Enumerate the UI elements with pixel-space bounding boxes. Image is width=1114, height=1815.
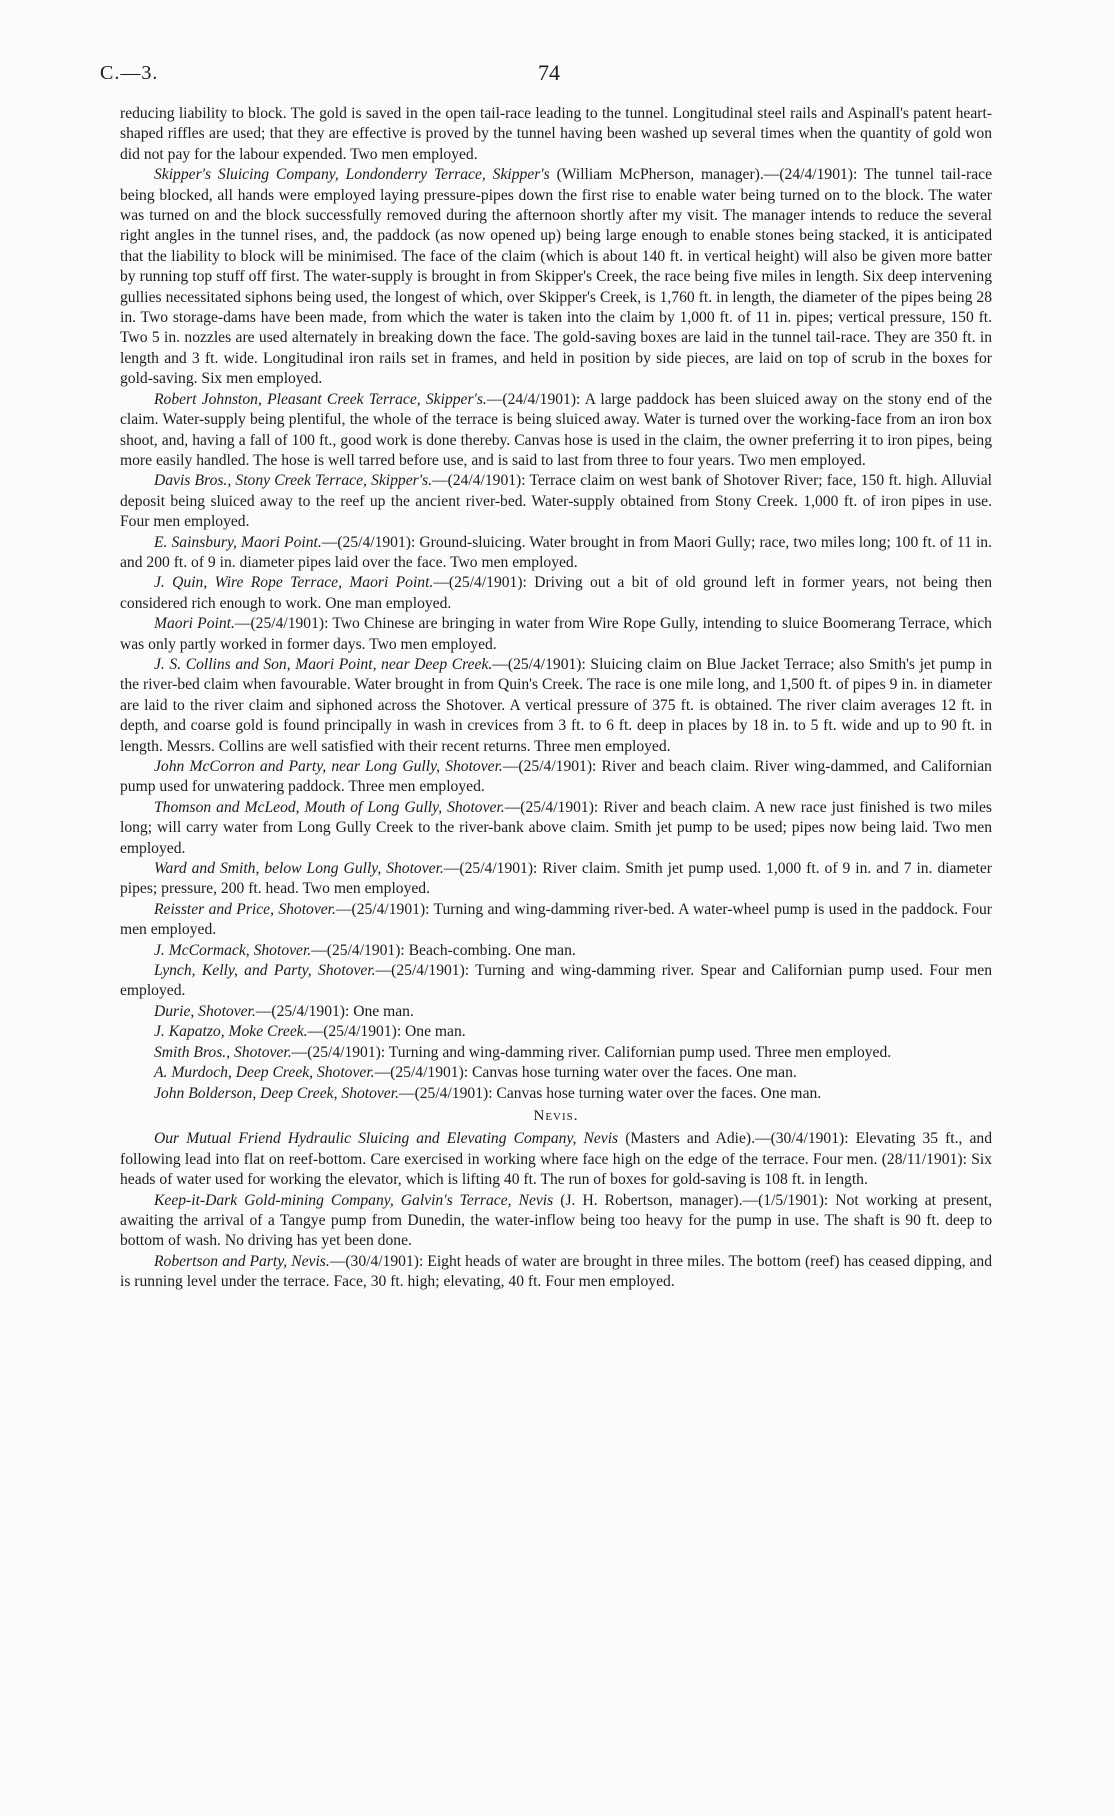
paragraph: J. McCormack, Shotover.—(25/4/1901): Beach-combing. One man. xyxy=(154,941,576,959)
claim-name: Our Mutual Friend Hydraulic Sluicing and Elevating Company, Nevis xyxy=(154,1130,619,1148)
claim-name: Reisster and Price, Shotover. xyxy=(154,900,336,918)
page-number: 74 xyxy=(538,60,560,85)
paragraph: Robert Johnston, Pleasant Creek Terrace, Skipper's.—(24/4/1901): A large paddock has been sluiced away on the stony end of the claim. Water-supply being plentiful, the whole of the terrace is being sluiced away. Water is turned over the working-face from an iron box shoot, and, having a fall of 100 ft., good work is done thereby. Canvas hose is used in the claim, the owner preferring it to iron pipes, being more easily handled. The hose is well tarred before use, and is said to last from three to four years. Two men employed. xyxy=(120,390,992,469)
claim-name: Durie, Shotover. xyxy=(154,1002,256,1020)
paragraph: J. Kapatzo, Moke Creek.—(25/4/1901): One man. xyxy=(154,1023,466,1041)
paragraph: John McCorron and Party, near Long Gully, Shotover.—(25/4/1901): River and beach claim. River wing-dammed, and Californian pump used for unwatering paddock. Three men employed. xyxy=(120,758,992,796)
paragraph: Our Mutual Friend Hydraulic Sluicing and Elevating Company, Nevis (Masters and Adie).—(30/4/1901): Elevating 35 ft., and following lead into flat on reef-bottom. Care exercised in working where face high on the edge of the terrace. Four men. (28/11/1901): Six heads of water used for working the elevator, which is lifting 40 ft. The run of boxes for gold-saving is 108 ft. in length. xyxy=(120,1130,993,1189)
claim-name: John McCorron and Party, near Long Gully, Shotover. xyxy=(154,758,503,775)
claim-name: Davis Bros., Stony Creek Terrace, Skipper's. xyxy=(154,472,433,490)
paragraph: Skipper's Sluicing Company, Londonderry Terrace, Skipper's (William McPherson, manager).—(24/4/1901): The tunnel tail-race being blocked, all hands were employed laying pressure-pipes down the first rise to enable water being turned on to the block. The water was turned on and the block successfully removed during the afternoon shortly after my visit. The manager intends to reduce the several right angles in the tunnel rises, and, the paddock (as now opened up) being large enough to enable stones being stacked, it is anticipated that the liability to block will be minimised. The face of the claim (which is about 140 ft. in vertical height) will also be given more batter by running top stuff off first. The water-supply is brought in from Skipper's Creek, the race being five miles in length. Six deep intervening gullies necessitated siphons being used, the longest of which, over Skipper's Creek, is 1,760 ft. in length, the diameter of the pipes being 28 in. Two storage-dams have been made, from which the water is taken into the claim by 1,000 ft. of 11 in. pipes; vertical pressure, 150 ft. Two 5 in. nozzles are used alternately in breaking down the face. The gold-saving boxes are laid in the tunnel tail-race. They are 350 ft. in length and 3 ft. wide. Longitudinal iron rails set in frames, and held in position by side pieces, are laid on top of scrub in the boxes for gold-saving. Six men employed. xyxy=(120,166,992,388)
paragraph: Maori Point.—(25/4/1901): Two Chinese are bringing in water from Wire Rope Gully, intending to sluice Boomerang Terrace, which was only partly worked in former days. Two men employed. xyxy=(120,615,992,653)
claim-name: Thomson and McLeod, Mouth of Long Gully, Shotover. xyxy=(154,798,505,816)
paragraph: J. Quin, Wire Rope Terrace, Maori Point.—(25/4/1901): Driving out a bit of old ground left in former years, not being then considered rich enough to work. One man employed. xyxy=(120,574,992,612)
paragraph: Robertson and Party, Nevis.—(30/4/1901): Eight heads of water are brought in three miles. The bottom (reef) has ceased dipping, and is running level under the terrace. Face, 30 ft. high; elevating, 40 ft. Four men employed. xyxy=(120,1252,992,1291)
claim-name: Ward and Smith, below Long Gully, Shotover. xyxy=(154,860,444,878)
paragraph: A. Murdoch, Deep Creek, Shotover.—(25/4/1901): Canvas hose turning water over the faces. One man. xyxy=(154,1064,797,1082)
paragraph: Smith Bros., Shotover.—(25/4/1901): Turning and wing-damming river. Californian pump used. Three men employed. xyxy=(154,1043,892,1061)
section-heading: Nevis. xyxy=(533,1107,579,1124)
claim-name: J. S. Collins and Son, Maori Point, near Deep Creek. xyxy=(154,655,493,673)
claim-name: E. Sainsbury, Maori Point. xyxy=(154,533,322,551)
claim-name: Skipper's Sluicing Company, Londonderry Terrace, Skipper's xyxy=(154,166,550,184)
claim-name: J. Kapatzo, Moke Creek. xyxy=(154,1023,308,1041)
paragraph: J. S. Collins and Son, Maori Point, near Deep Creek.—(25/4/1901): Sluicing claim on Blue Jacket Terrace; also Smith's jet pump in the river-bed claim when favourable. Water brought in from Quin's Creek. The race is one mile long, and 1,500 ft. of pipes 9 in. in diameter are laid to the river claim and siphoned across the Shotover. A vertical pressure of 375 ft. is obtained. The river claim averages 12 ft. in depth, and coarse gold is found principally in wash in crevices from 3 ft. to 6 ft. deep in places by 18 in. to 5 ft. wide and up to 90 ft. in length. Messrs. Collins are well satisfied with their recent returns. Three men employed. xyxy=(120,655,993,755)
paragraph: reducing liability to block. The gold is saved in the open tail-race leading to the tunnel. Longitudinal steel rails and Aspinall's patent heart-shaped riffles are used; that they are effective is proved by the tunnel having been washed up several times when the quantity of gold won did not pay for the labour expended. Two men employed. xyxy=(120,105,992,163)
paragraph: John Bolderson, Deep Creek, Shotover.—(25/4/1901): Canvas hose turning water over the faces. One man. xyxy=(154,1084,822,1102)
claim-name: Robertson and Party, Nevis. xyxy=(154,1252,330,1270)
claim-name: John Bolderson, Deep Creek, Shotover. xyxy=(154,1084,399,1102)
paragraph: E. Sainsbury, Maori Point.—(25/4/1901): Ground-sluicing. Water brought in from Maori Gully; race, two miles long; 100 ft. of 11 in. and 200 ft. of 9 in. diameter pipes laid over the face. Two men employed. xyxy=(120,533,992,571)
paragraph: Lynch, Kelly, and Party, Shotover.—(25/4/1901): Turning and wing-damming river. Spear and Californian pump used. Four men employed. xyxy=(120,962,992,1000)
report-body xyxy=(120,104,992,1293)
paragraph: Thomson and McLeod, Mouth of Long Gully, Shotover.—(25/4/1901): River and beach claim. A new race just finished is two miles long; will carry water from Long Gully Creek to the river-bank above claim. Smith jet pump to be used; pipes now being laid. Two men employed. xyxy=(120,798,992,857)
paragraph: Keep-it-Dark Gold-mining Company, Galvin's Terrace, Nevis (J. H. Robertson, manager).—(1/5/1901): Not working at present, awaiting the arrival of a Tangye pump from Dunedin, the water-inflow being too heavy for the pump in use. The shaft is 90 ft. deep to bottom of wash. No driving has yet been done. xyxy=(120,1191,992,1250)
claim-name: Smith Bros., Shotover. xyxy=(154,1043,292,1061)
claim-name: Keep-it-Dark Gold-mining Company, Galvin's Terrace, Nevis xyxy=(154,1191,554,1209)
claim-name: J. McCormack, Shotover. xyxy=(154,941,312,959)
paragraph: Durie, Shotover.—(25/4/1901): One man. xyxy=(154,1002,414,1020)
claim-name: J. Quin, Wire Rope Terrace, Maori Point. xyxy=(154,574,434,592)
paragraph: Ward and Smith, below Long Gully, Shotover.—(25/4/1901): River claim. Smith jet pump used. 1,000 ft. of 9 in. and 7 in. diameter pipes; pressure, 200 ft. head. Two men employed. xyxy=(120,860,993,898)
claim-name: A. Murdoch, Deep Creek, Shotover. xyxy=(154,1064,375,1082)
paragraph: Reisster and Price, Shotover.—(25/4/1901): Turning and wing-damming river-bed. A water-wheel pump is used in the paddock. Four men employed. xyxy=(120,900,992,939)
claim-name: Lynch, Kelly, and Party, Shotover. xyxy=(154,962,376,980)
paragraph: Davis Bros., Stony Creek Terrace, Skipper's.—(24/4/1901): Terrace claim on west bank of Shotover River; face, 150 ft. high. Alluvial deposit being sluiced away to the reef up the ancient river-bed. Water-supply obtained from Stony Creek. 1,000 ft. of iron pipes in use. Four men employed. xyxy=(120,472,992,531)
claim-name: Robert Johnston, Pleasant Creek Terrace, Skipper's. xyxy=(154,390,487,408)
claim-name: Maori Point. xyxy=(154,615,235,633)
report-reference: C.—3. xyxy=(100,62,159,84)
